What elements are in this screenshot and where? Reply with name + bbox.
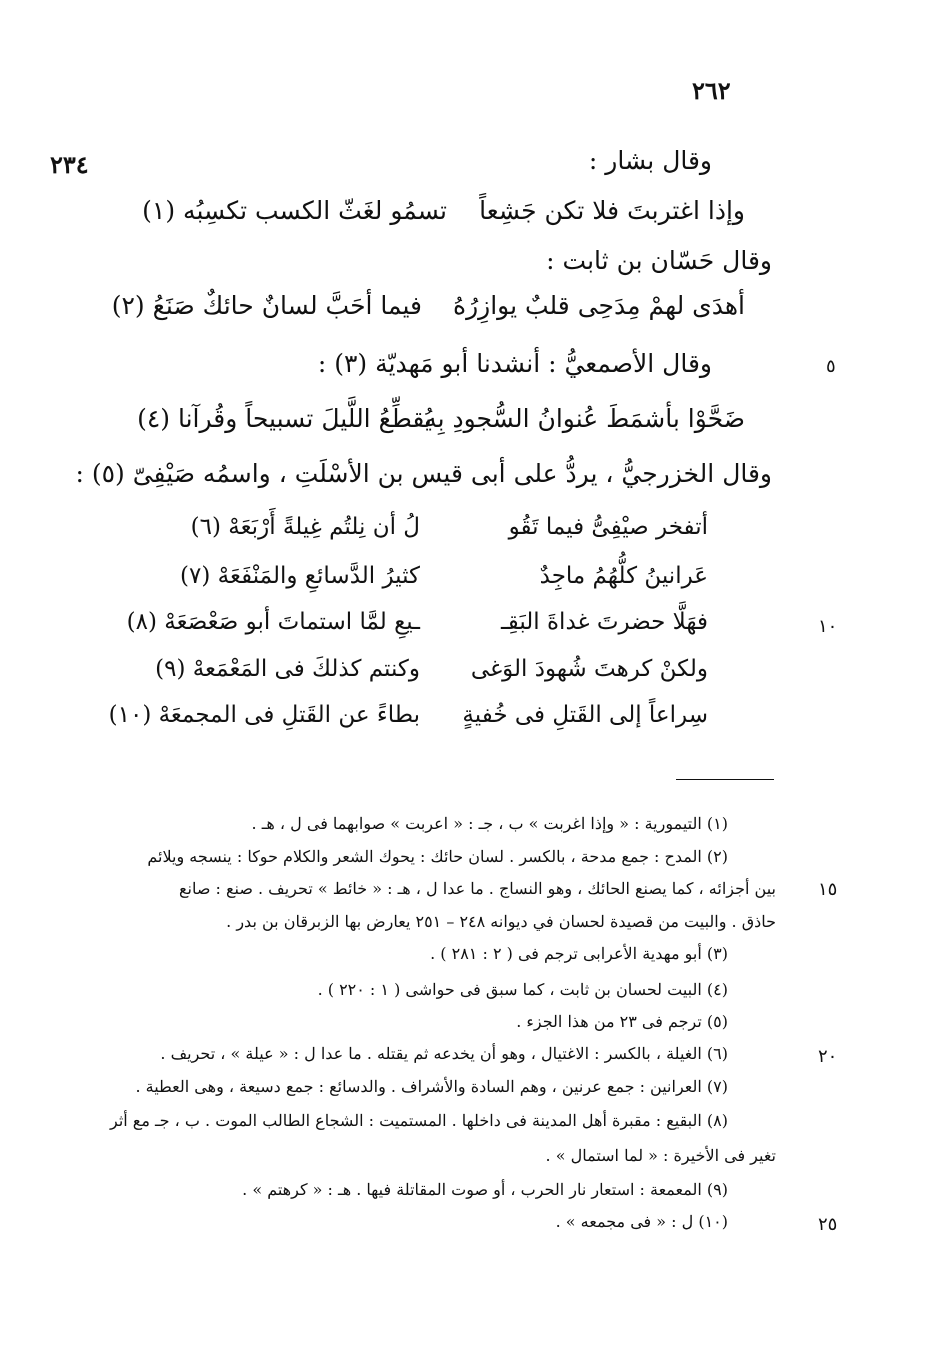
poem-line-2-second: كثيرُ الدَّسائعِ والمَنْفَعَهْ (٧) [180,563,420,589]
footnote-10: (١٠) ل : « فى مجمعه » . [555,1212,728,1231]
footnote-separator [676,779,774,780]
poem-line-4-first: ولكنْ كرهتَ شُهودَ الوَغى [470,656,708,682]
intro-khazraji: وقال الخزرجيُّ ، يردُّ على أبى قيس بن الأسْلَتِ ، واسمُه صَيْفِىّ (٥) : [75,459,772,488]
footnote-6: (٦) الغيلة ، بالكسر : الاغتيال ، وهو أن يخدعه ثم يقتله . ما عدا ل : « عيلة » ، تحريف . [160,1044,728,1063]
poem-line-1-second: لُ أن نِلتُم غِيلةً أَرْبَعَهْ (٦) [190,514,420,540]
intro-bashar: وقال بشار : [588,146,712,175]
poem-line-1-first: أتفخر صيْفِىُّ فيما تَقُو [508,514,708,540]
verse1-second-hemistich: تسمُو لغَثّ الكسب تكسِبُه (١) [142,196,447,225]
footnote-8-line-1: (٨) البقيع : مقبرة أهل المدينة فى داخلها . المستميت : الشجاع الطالب الموت . ب ، جـ مع أثر [109,1111,728,1130]
page-number-side: ٢٣٤ [50,150,89,179]
verse2-second-hemistich: فيما أحَبَّ لسانٌ حائكٌ صَنَعُ (٢) [111,291,422,320]
footnote-7: (٧) العرانين : جمع عرنين ، وهم السادة والأشراف . والدسائع : جمع دسيعة ، وهى العطية . [135,1077,728,1096]
intro-hassan: وقال حَسّان بن ثابت : [546,246,772,275]
line-number-15: ١٥ [818,879,838,900]
footnote-4: (٤) البيت لحسان بن ثابت ، كما سبق فى حواشى ( ١ : ٢٢٠ ) . [317,980,728,999]
poem-line-3-second: ـيعِ لمَّا استماتَ أبو صَعْصَعَهْ (٨) [126,609,420,635]
verse3-first-hemistich: ضَحَّوْا بأشمَطَ عُنوانُ السُّجودِ بِه [424,404,745,433]
verse3-second-hemistich: يُقطِّعُ اللَّيلَ تسبيحاً وقُرآنا (٤) [137,404,432,433]
intro-asmai: وقال الأصمعيُّ : أنشدنا أبو مَهديّة (٣) : [317,349,712,378]
line-number-20: ٢٠ [818,1046,838,1067]
footnote-2-line-3: حاذق . والبيت من قصيدة لحسان في ديوانه ٢٤٨ – ٢٥١ يعارض بها الزبرقان بن بدر . [226,912,776,931]
footnote-9: (٩) المعمعة : استعار نار الحرب ، أو صوت المقاتلة فيها . هـ : « كرهتم » . [242,1180,728,1199]
footnote-5: (٥) ترجم فى ٢٣ من هذا الجزء . [516,1012,728,1031]
footnote-3: (٣) أبو مهدية الأعرابى ترجم فى ( ٢ : ٢٨١ ) . [430,944,728,963]
poem-line-4-second: وكنتم كذلكَ فى المَعْمَعهْ (٩) [155,656,420,682]
poem-line-2-first: عَرانينُ كلُّهُمُ ماجِدٌ [539,563,708,589]
line-number-25: ٢٥ [818,1214,838,1235]
verse1-first-hemistich: وإذا اغتربتَ فلا تكن جَشِعاً [479,196,745,225]
poem-line-5-second: بطاءً عن القَتلِ فى المجمعَهْ (١٠) [108,702,420,728]
poem-line-3-first: فهَلَّا حضرتَ غداةَ البَقِـ [500,609,708,635]
verse2-first-hemistich: أهدَى لهمْ مِدَحِى قلبٌ يوازِرُهُ [452,291,745,320]
line-number-10: ١٠ [818,616,838,637]
footnote-2-line-1: (٢) المدح : جمع مدحة ، بالكسر . لسان حائك : يحوك الشعر والكلام حوكا : ينسجه ويلائم [147,847,728,866]
footnote-1: (١) التيمورية : « وإذا اغربت » ب ، جـ : « اعربت » صوابهما فى ل ، هـ . [251,814,728,833]
page-number-top: ٢٦٢ [692,76,731,105]
line-number-5: ٥ [826,356,836,377]
poem-line-5-first: سِراعاً إلى القَتلِ فى خُفيةٍ [462,702,708,728]
footnote-2-line-2: بين أجزائه ، كما يصنع الحائك ، وهو النساج . ما عدا ل ، هـ : « خائط » تحريف . صنع : صانع [178,879,776,898]
footnote-8-line-2: تغير فى الأخيرة : « لما استمال » . [545,1146,776,1165]
